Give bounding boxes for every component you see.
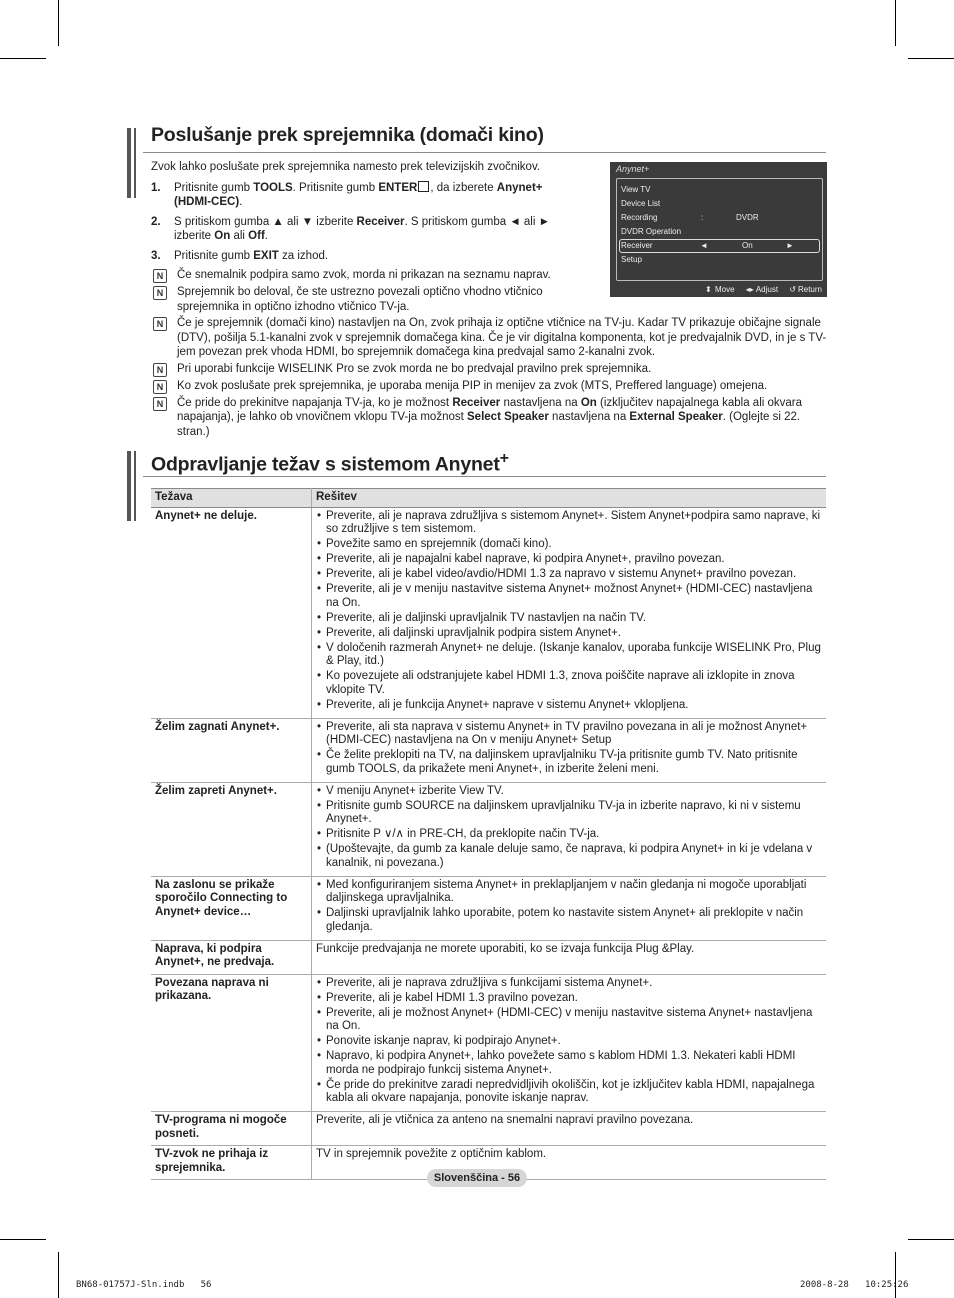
problem-cell: Želim zapreti Anynet+. bbox=[151, 782, 312, 876]
section-bar bbox=[127, 128, 131, 198]
crop-mark bbox=[908, 1239, 954, 1240]
list-item: • Če želite preklopiti na TV, na daljinskem upravljalniku TV-ja pritisnite gumb TV. Nato pritisnite gumb TOOLS, da prikažete meni Anynet+, in izberite želeni meni. bbox=[316, 749, 822, 776]
note-icon: N bbox=[153, 363, 167, 377]
column-header: Rešitev bbox=[312, 489, 827, 508]
step-item: 3. Pritisnite gumb EXIT za izhod. bbox=[151, 250, 329, 262]
list-item: • Preverite, ali je v meniju nastavitve sistema Anynet+ možnost Anynet+ (HDMI-CEC) nastavljena na On. bbox=[316, 583, 822, 610]
table-row bbox=[151, 507, 826, 718]
list-item: • Ponovite iskanje naprav, ki podpirajo Anynet+. bbox=[316, 1035, 822, 1049]
note-icon: N bbox=[153, 380, 167, 394]
intro-text: Zvok lahko poslušate prek sprejemnika namesto prek televizijskih zvočnikov. bbox=[151, 161, 541, 173]
problem-cell: Na zaslonu se prikaže sporočilo Connecting to Anynet+ device… bbox=[151, 876, 312, 940]
list-item: • Preverite, ali je naprava združljiva s sistemom Anynet+. Sistem Anynet+podpira samo naprave, ki so združljive s tem sistemom. bbox=[316, 510, 822, 537]
table-row bbox=[151, 1112, 826, 1146]
tv-menu-screenshot bbox=[610, 162, 827, 297]
step-item: 1. Pritisnite gumb TOOLS. Pritisnite gumb ENTER , da izberete Anynet+ (HDMI-CEC). bbox=[151, 182, 543, 208]
print-slug-left: BN68-01757J-Sln.indb 56 bbox=[76, 1280, 212, 1290]
tv-menu-item: Device List bbox=[621, 199, 661, 208]
anynet-logo: Anynet+ bbox=[616, 164, 650, 174]
list-item: • Preverite, ali je kabel video/avdio/HDMI 1.3 za napravo v sistemu Anynet+ pravilno povezan. bbox=[316, 568, 822, 582]
note-item: N Sprejemnik bo deloval, če ste ustrezno povezali optično vhodno vtičnico sprejemnika in optično izhodno vtičnico TV-ja. bbox=[151, 285, 551, 314]
note-icon: N bbox=[153, 397, 167, 411]
list-item: • Preverite, ali je napajalni kabel naprave, ki podpira Anynet+, pravilno povezan. bbox=[316, 553, 822, 567]
list-item: • Preverite, ali je daljinski upravljalnik TV nastavljen na način TV. bbox=[316, 612, 822, 626]
crop-mark bbox=[908, 58, 954, 59]
return-icon: ↺ bbox=[789, 285, 796, 294]
solution-cell bbox=[312, 974, 827, 1112]
solution-cell: Funkcije predvajanja ne morete uporabiti, ko se izvaja funkcija Plug &Play. bbox=[312, 940, 827, 974]
table-row bbox=[151, 940, 826, 974]
list-item: • V meniju Anynet+ izberite View TV. bbox=[316, 785, 822, 799]
note-item: N Ko zvok poslušate prek sprejemnika, je uporaba menija PIP in menijev za zvok (MTS, Preffered language) omejena. bbox=[151, 379, 827, 394]
section-bar bbox=[127, 451, 131, 521]
section-bar bbox=[134, 128, 136, 198]
tv-menu-item: Setup bbox=[621, 255, 642, 264]
troubleshooting-table bbox=[151, 488, 826, 1180]
problem-cell: Povezana naprava ni prikazana. bbox=[151, 974, 312, 1112]
tv-menu-footer: ⬍ Move ◂▸ Adjust ↺ Return bbox=[705, 285, 822, 294]
list-item: • Daljinski upravljalnik lahko uporabite, potem ko nastavite sistem Anynet+ ali preklopite v način gledanja. bbox=[316, 907, 822, 934]
list-item: • Preverite, ali je funkcija Anynet+ naprave v sistemu Anynet+ vklopljena. bbox=[316, 699, 822, 713]
table-row bbox=[151, 718, 826, 782]
table-row bbox=[151, 974, 826, 1112]
section-bar bbox=[134, 451, 136, 521]
tv-menu-item: DVDR Operation bbox=[621, 227, 682, 236]
list-item: • Pritisnite gumb SOURCE na daljinskem upravljalniku TV-ja in izberite napravo, ki ni v sistemu Anynet+. bbox=[316, 800, 822, 827]
list-item: • Pritisnite P ∨/∧ in PRE-CH, da preklopite način TV-ja. bbox=[316, 828, 822, 842]
enter-icon bbox=[418, 181, 429, 192]
solution-cell: TV in sprejemnik povežite z optičnim kablom. bbox=[312, 1146, 827, 1180]
tv-menu-item-selected: Receiver ◄ On ► bbox=[619, 239, 820, 253]
problem-cell: Naprava, ki podpira Anynet+, ne predvaja. bbox=[151, 940, 312, 974]
table-row bbox=[151, 876, 826, 940]
tv-menu-item: Recording : DVDR bbox=[621, 213, 759, 222]
tv-menu-item: View TV bbox=[621, 185, 651, 194]
list-item: • Ko povezujete ali odstranjujete kabel HDMI 1.3, znova poiščite naprave ali izklopite in znova vklopite TV. bbox=[316, 670, 822, 697]
crop-mark bbox=[0, 1239, 46, 1240]
crop-mark bbox=[0, 58, 46, 59]
crop-mark bbox=[58, 0, 59, 46]
list-item: • Preverite, ali je možnost Anynet+ (HDMI-CEC) v meniju nastavitve sistema Anynet+ nastavljena na On. bbox=[316, 1007, 822, 1034]
list-item: • Preverite, ali je naprava združljiva s funkcijami sistema Anynet+. bbox=[316, 977, 822, 991]
list-item: • Če pride do prekinitve zaradi nepredvidljivih okoliščin, kot je izključitev kabla HDMI, napajalnega kabla ali okvare napajanja, ponovite iskanje naprav. bbox=[316, 1079, 822, 1106]
list-item: • Povežite samo en sprejemnik (domači kino). bbox=[316, 538, 822, 552]
list-item: • Preverite, ali daljinski upravljalnik podpira sistem Anynet+. bbox=[316, 627, 822, 641]
note-icon: N bbox=[153, 317, 167, 331]
list-item: • V določenih razmerah Anynet+ ne deluje. (Iskanje kanalov, uporaba funkcije WISELINK Pro, Plug & Play, itd.) bbox=[316, 642, 822, 669]
column-header: Težava bbox=[151, 489, 312, 508]
step-item: 2. S pritiskom gumba ▲ ali ▼ izberite Receiver. S pritiskom gumba ◄ ali ► izberite On ali Off. bbox=[151, 216, 550, 242]
solution-cell bbox=[312, 782, 827, 876]
note-item: N Pri uporabi funkcije WISELINK Pro se zvok morda ne bo predvajal pravilno prek sprejemnika. bbox=[151, 362, 827, 377]
note-item: N Če je sprejemnik (domači kino) nastavljen na On, zvok prihaja iz optične vtičnice na TV-ju. Kadar TV prikazuje običajne signale (DTV), pošilja 5.1-kanalni zvok v sprejemnik domačega kina. Če je vir digitalna komponenta, kot je predvajalnik DVD, in je s TV-jem povezan prek vhoda HDMI, bo sprejemnik domačega kina predvajal samo 2-kanalni zvok. bbox=[151, 316, 827, 360]
list-item: • (Upoštevajte, da gumb za kanale deluje samo, če naprava, ki podpira Anynet+ in ki je vdelana v kanalnik, ni povezana.) bbox=[316, 843, 822, 870]
note-icon: N bbox=[153, 286, 167, 300]
note-icon: N bbox=[153, 269, 167, 283]
move-icon: ⬍ bbox=[705, 285, 712, 294]
list-item: • Preverite, ali je kabel HDMI 1.3 pravilno povezan. bbox=[316, 992, 822, 1006]
solution-cell bbox=[312, 718, 827, 782]
steps-list bbox=[151, 181, 561, 269]
crop-mark bbox=[895, 1252, 896, 1298]
note-item: N Če pride do prekinitve napajanja TV-ja, ko je možnost Receiver nastavljena na On (izključitev napajalnega kabla ali okvara napajanja), je lahko ob vnovičnem vklopu TV-ja možnost Select Speaker nastavljena na External Speaker. (Oglejte si 22. stran.) bbox=[151, 396, 827, 440]
solution-cell bbox=[312, 876, 827, 940]
page-number-badge: Slovenščina - 56 bbox=[427, 1169, 527, 1187]
table-row bbox=[151, 782, 826, 876]
crop-mark bbox=[895, 0, 896, 46]
problem-cell: TV-zvok ne prihaja iz sprejemnika. bbox=[151, 1146, 312, 1180]
problem-cell: Želim zagnati Anynet+. bbox=[151, 718, 312, 782]
section-rule bbox=[143, 152, 826, 153]
print-slug-right: 2008-8-28 10:25:26 bbox=[800, 1280, 909, 1290]
list-item: • Napravo, ki podpira Anynet+, lahko povežete samo s kablom HDMI 1.3. Nekateri kabli HDMI morda ne podpirajo funkcij sistema Anynet+. bbox=[316, 1050, 822, 1077]
problem-cell: TV-programa ni mogoče posneti. bbox=[151, 1112, 312, 1146]
section-rule bbox=[143, 476, 826, 477]
section-title: Odpravljanje težav s sistemom Anynet+ bbox=[151, 450, 509, 476]
list-item: • Med konfiguriranjem sistema Anynet+ in preklapljanjem v način gledanja ni mogoče uporabljati daljinskega upravljalnika. bbox=[316, 879, 822, 906]
solution-cell bbox=[312, 507, 827, 718]
section-title: Poslušanje prek sprejemnika (domači kino) bbox=[151, 124, 544, 146]
adjust-icon: ◂▸ bbox=[745, 285, 754, 294]
table-header bbox=[151, 489, 826, 508]
crop-mark bbox=[58, 1252, 59, 1298]
list-item: • Preverite, ali sta naprava v sistemu Anynet+ in TV pravilno povezana in ali je možnost Anynet+ (HDMI-CEC) nastavljena na On v meniju Anynet+ Setup bbox=[316, 721, 822, 748]
tv-menu-panel bbox=[616, 178, 823, 281]
problem-cell: Anynet+ ne deluje. bbox=[151, 507, 312, 718]
note-item: N Če snemalnik podpira samo zvok, morda ni prikazan na seznamu naprav. bbox=[151, 268, 551, 283]
solution-cell: Preverite, ali je vtičnica za anteno na snemalni napravi pravilno povezana. bbox=[312, 1112, 827, 1146]
